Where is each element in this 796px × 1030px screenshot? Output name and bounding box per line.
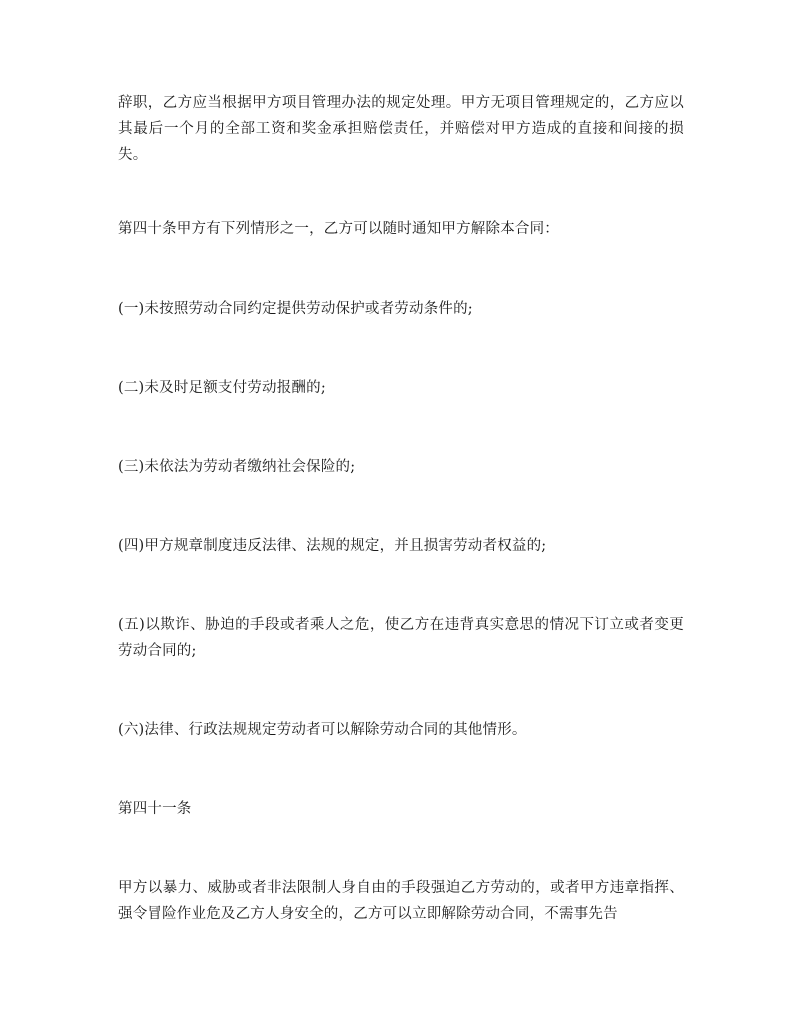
paragraph-resignation-liability: 辞职，乙方应当根据甲方项目管理办法的规定处理。甲方无项目管理规定的，乙方应以其最后一个月的全部工资和奖金承担赔偿责任，并赔偿对甲方造成的直接和间接的损失。 <box>118 95 684 163</box>
article-40-heading: 第四十条甲方有下列情形之一，乙方可以随时通知甲方解除本合同： <box>118 221 559 237</box>
article-40-item-3: (三)未依法为劳动者缴纳社会保险的; <box>118 459 356 475</box>
article-40-item-2: (二)未及时足额支付劳动报酬的; <box>118 380 326 396</box>
article-41-heading: 第四十一条 <box>118 801 192 817</box>
article-41-body: 甲方以暴力、威胁或者非法限制人身自由的手段强迫乙方劳动的，或者甲方违章指挥、强令冒险作业危及乙方人身安全的，乙方可以立即解除劳动合同，不需事先告 <box>118 880 684 922</box>
article-40-item-5: (五)以欺诈、胁迫的手段或者乘人之危，使乙方在违背真实意思的情况下订立或者变更劳动合同的; <box>118 617 684 659</box>
article-40-item-6: (六)法律、行政法规规定劳动者可以解除劳动合同的其他情形。 <box>118 722 527 738</box>
article-40-item-1: (一)未按照劳动合同约定提供劳动保护或者劳动条件的; <box>118 301 473 317</box>
article-40-item-4: (四)甲方规章制度违反法律、法规的规定，并且损害劳动者权益的; <box>118 538 547 554</box>
